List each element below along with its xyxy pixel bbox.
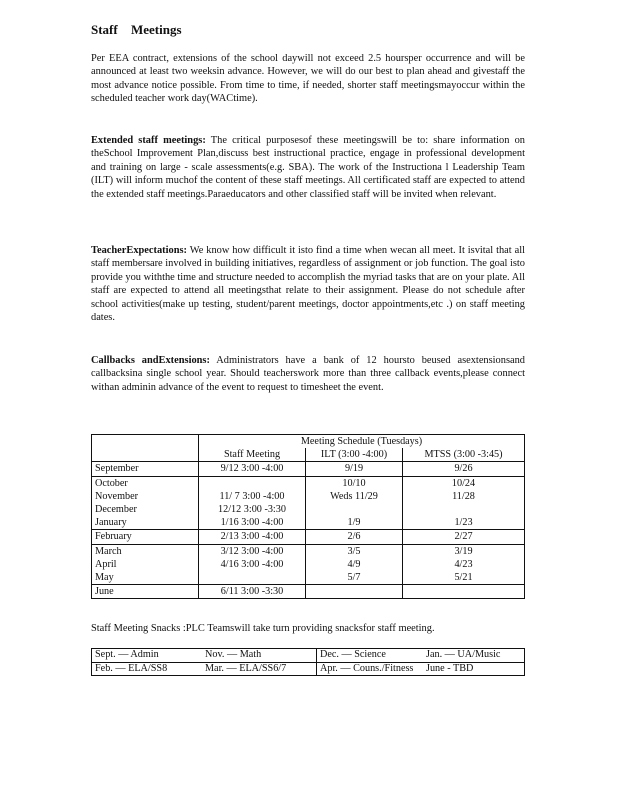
intro-paragraph: Per EEA contract, extensions of the school daywill not exceed 2.5 hoursper occurrence and will be announced at least two weeksin advance. However, we will do our best to plan ahead and givestaff the most advance notice possible. From time to time, if needed, shorter staff meetingsmayoccur within the scheduled teacher work day(WACtime). (91, 53, 525, 105)
mtss-cell: 1/23 (403, 516, 525, 530)
staff-meeting-cell: 11/ 7 3:00 -4:00 (199, 490, 306, 503)
table-row (92, 558, 525, 571)
staff-meeting-cell: 1/16 3:00 -4:00 (199, 516, 306, 530)
month-cell: October (92, 476, 199, 490)
staff-meeting-cell: 3/12 3:00 -4:00 (199, 544, 306, 558)
extended-meetings-text: The critical purposesof these meetingswill be to: share information on theSchool Improvement Plan,discuss best instructional practice, engage in professional development and training on large - scale assessments(e.g. SBA). The work of the Instructiona l Leadership Team (ILT) will inform muchof the content of these staff meetings. All certificated staff are expected to attend the extended staff meetings.Paraeducators and other classified staff will be invited when relevant. (91, 135, 525, 200)
meeting-schedule-table (91, 434, 525, 599)
mtss-cell: 11/28 (403, 490, 525, 503)
snack-cell: Feb. — ELA/SS8 (92, 662, 203, 676)
month-cell: January (92, 516, 199, 530)
schedule-header (92, 448, 199, 462)
ilt-cell: 1/9 (306, 516, 403, 530)
ilt-cell: 9/19 (306, 462, 403, 476)
ilt-cell: 2/6 (306, 530, 403, 544)
snacks-note: Staff Meeting Snacks :PLC Teamswill take turn providing snacksfor staff meeting. (91, 623, 435, 634)
month-cell: November (92, 490, 199, 503)
mtss-cell: 10/24 (403, 476, 525, 490)
teacher-expectations-text: We know how difficult it isto find a time when wecan all meet. It isvital that all staff membersare involved in building initiatives, regardless of assignment or job function. The goal isto provide you withthe time and structure needed to accomplish the myriad tasks that are on your plate. All staff are expected to attend all meetingsthat relate to their assignment. Please do not schedule after school activities(make up testing, student/parent meetings, doctor appointments,etc .) on staff meeting dates. (91, 245, 525, 324)
callbacks-heading: Callbacks andExtensions: (91, 355, 210, 366)
table-row (92, 516, 525, 530)
staff-meeting-cell: 2/13 3:00 -4:00 (199, 530, 306, 544)
table-row (92, 571, 525, 585)
staff-meeting-cell (199, 571, 306, 585)
mtss-cell (403, 585, 525, 599)
schedule-header: ILT (3:00 -4:00) (306, 448, 403, 462)
ilt-cell: 3/5 (306, 544, 403, 558)
ilt-cell: Weds 11/29 (306, 490, 403, 503)
staff-meeting-cell: 6/11 3:00 -3:30 (199, 585, 306, 599)
staff-meeting-cell: 9/12 3:00 -4:00 (199, 462, 306, 476)
table-row (92, 462, 525, 476)
schedule-header: Staff Meeting (199, 448, 306, 462)
staff-meeting-cell: 12/12 3:00 -3:30 (199, 503, 306, 516)
mtss-cell: 2/27 (403, 530, 525, 544)
mtss-cell: 4/23 (403, 558, 525, 571)
snack-cell: Dec. — Science (317, 649, 424, 663)
callbacks-text: Administrators have a bank of 12 hoursto beused asextensionsand callbacksina single school year. Should teacherswork more than three callback events,please connect withan adminin advance of the event to request to timesheet the event. (91, 355, 525, 393)
month-cell: March (92, 544, 199, 558)
table-row (92, 476, 525, 490)
month-cell: December (92, 503, 199, 516)
month-cell: May (92, 571, 199, 585)
snack-cell: Nov. — Math (202, 649, 317, 663)
page-title: Staff Meetings (91, 22, 182, 37)
teacher-expectations-heading: TeacherExpectations: (91, 245, 188, 256)
ilt-cell: 4/9 (306, 558, 403, 571)
teacher-expectations-paragraph (91, 244, 525, 324)
snack-cell: Mar. — ELA/SS6/7 (202, 662, 317, 676)
month-cell: February (92, 530, 199, 544)
snack-cell: Jan. — UA/Music (423, 649, 525, 663)
schedule-header: MTSS (3:00 -3:45) (403, 448, 525, 462)
table-row (92, 585, 525, 599)
table-row (92, 649, 525, 663)
mtss-cell (403, 503, 525, 516)
month-cell: September (92, 462, 199, 476)
extended-meetings-paragraph (91, 134, 525, 201)
table-row (92, 530, 525, 544)
month-cell: April (92, 558, 199, 571)
ilt-cell (306, 585, 403, 599)
ilt-cell: 5/7 (306, 571, 403, 585)
ilt-cell (306, 503, 403, 516)
snack-cell: June - TBD (423, 662, 525, 676)
staff-meeting-cell: 4/16 3:00 -4:00 (199, 558, 306, 571)
schedule-title: Meeting Schedule (Tuesdays) (199, 435, 525, 449)
month-cell: June (92, 585, 199, 599)
mtss-cell: 5/21 (403, 571, 525, 585)
mtss-cell: 9/26 (403, 462, 525, 476)
callbacks-paragraph (91, 354, 525, 394)
table-row (92, 544, 525, 558)
table-row (92, 503, 525, 516)
snack-cell: Apr. — Couns./Fitness (317, 662, 424, 676)
mtss-cell: 3/19 (403, 544, 525, 558)
ilt-cell: 10/10 (306, 476, 403, 490)
table-row (92, 662, 525, 676)
extended-meetings-heading: Extended staff meetings: (91, 135, 206, 146)
staff-meeting-cell (199, 476, 306, 490)
snack-cell: Sept. — Admin (92, 649, 203, 663)
table-row (92, 490, 525, 503)
snacks-table (91, 648, 525, 676)
